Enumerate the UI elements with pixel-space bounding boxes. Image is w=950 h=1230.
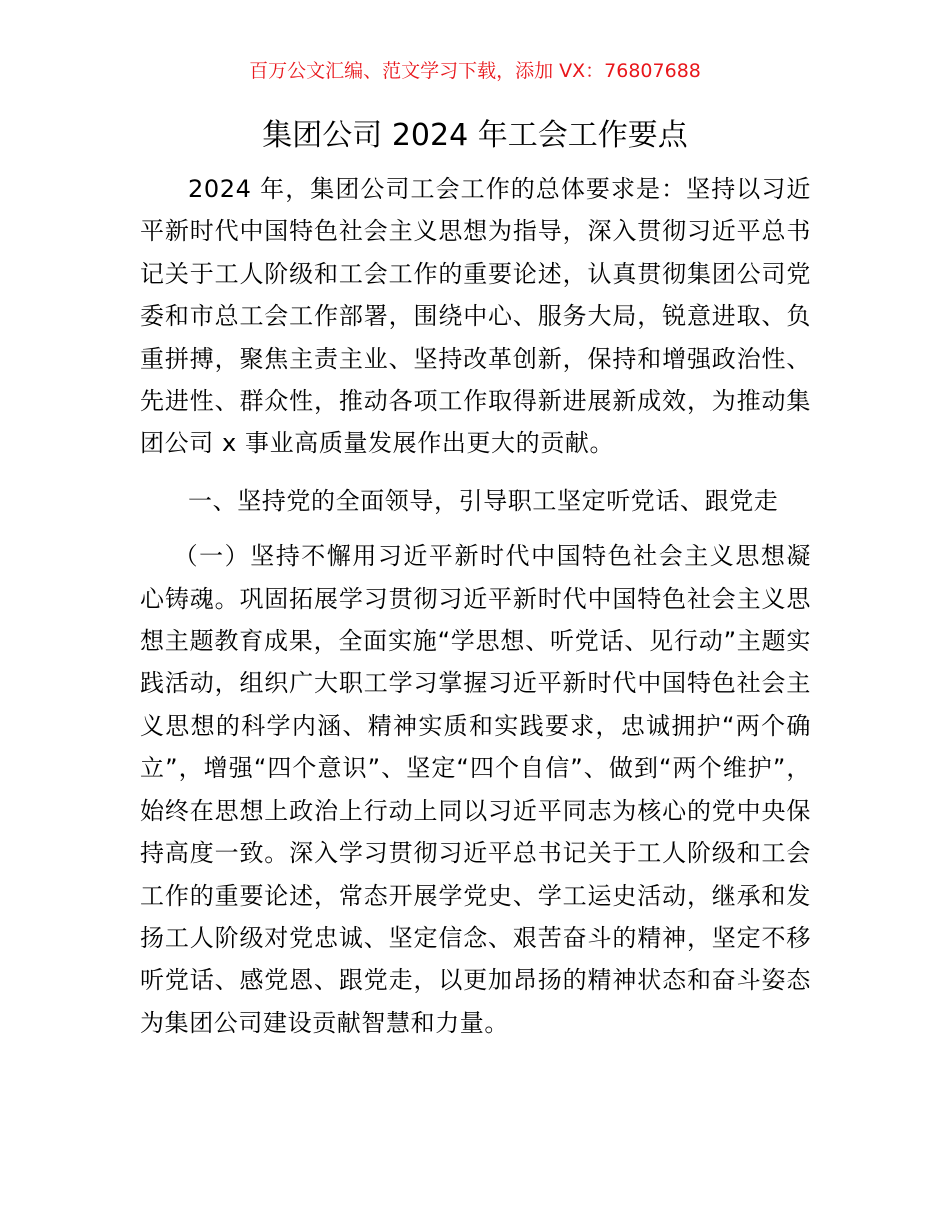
document-title: 集团公司 2024 年工会工作要点 [262, 118, 688, 153]
section-heading: 一、坚持党的全面领导，引导职工坚定听党话、跟党走 [188, 486, 779, 515]
intro-paragraph: 2024 年，集团公司工会工作的总体要求是：坚持以习近平新时代中国特色社会主义思想为指导，深入贯彻习近平总书记关于工人阶级和工会工作的重要论述，认真贯彻集团公司党委和市总工会工作部署，围绕中心、服务大局，锐意进取、负重拼搏，聚焦主责主业、坚持改革创新，保持和增强政治性、先进性、群众性，推动各项工作取得新进展新成效，为推动集团公司 x 事业高质量发展作出更大的贡献。 [140, 175, 811, 458]
watermark-banner: 百万公文汇编、范文学习下载，添加 VX：76807688 [249, 60, 701, 82]
document-body [140, 168, 811, 1044]
item-one-paragraph: （一）坚持不懈用习近平新时代中国特色社会主义思想凝心铸魂。巩固拓展学习贯彻习近平新时代中国特色社会主义思想主题教育成果，全面实施“学思想、听党话、见行动”主题实践活动，组织广大职工学习掌握习近平新时代中国特色社会主义思想的科学内涵、精神实质和实践要求，忠诚拥护“两个确立”，增强“四个意识”、坚定“四个自信”、做到“两个维护”，始终在思想上政治上行动上同以习近平同志为核心的党中央保持高度一致。深入学习贯彻习近平总书记关于工人阶级和工会工作的重要论述，常态开展学党史、学工运史活动，继承和发扬工人阶级对党忠诚、坚定信念、艰苦奋斗的精神，坚定不移听党话、感党恩、跟党走，以更加昂扬的精神状态和奋斗姿态为集团公司建设贡献智慧和力量。 [140, 542, 811, 1037]
